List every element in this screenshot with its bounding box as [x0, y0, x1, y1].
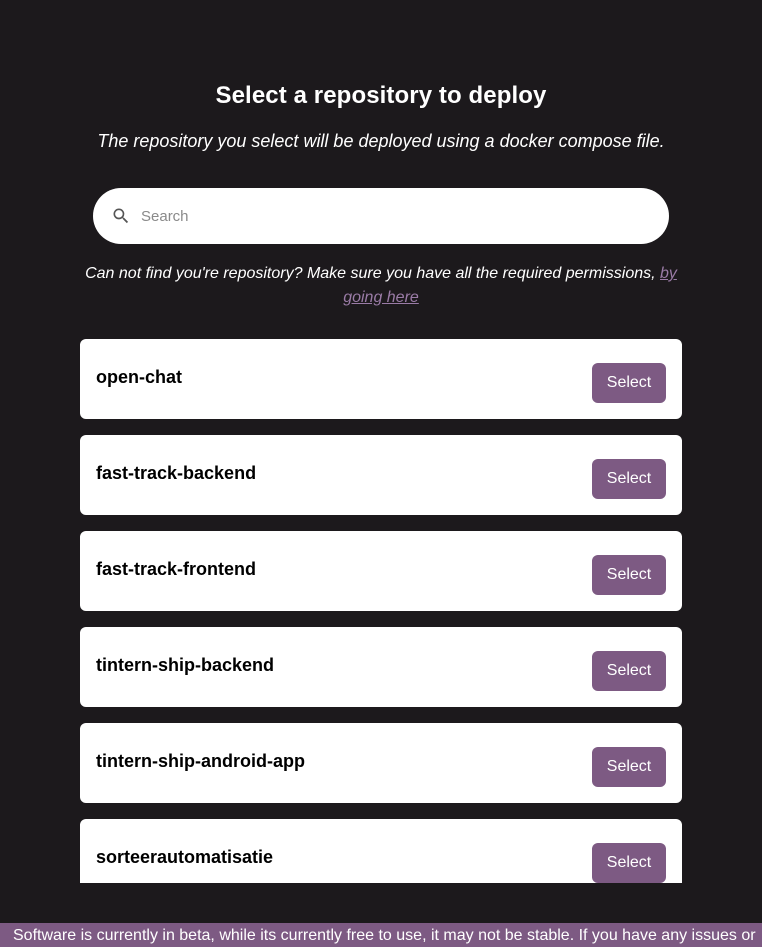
repository-card — [80, 819, 682, 883]
select-button[interactable]: Select — [592, 555, 666, 595]
repository-card — [80, 435, 682, 515]
page-title: Select a repository to deploy — [215, 82, 547, 109]
repository-list — [80, 339, 682, 883]
select-button[interactable]: Select — [592, 459, 666, 499]
search-bar[interactable] — [93, 188, 669, 244]
repository-name: tintern-ship-backend — [96, 655, 275, 675]
beta-banner: Software is currently in beta, while its currently free to use, it may not be stable. If you have any issues or — [0, 923, 762, 947]
repository-name: tintern-ship-android-app — [96, 751, 305, 771]
repository-name: open-chat — [96, 367, 183, 387]
permissions-link[interactable]: by going here — [343, 265, 677, 306]
permissions-hint — [64, 262, 698, 310]
repository-card — [80, 627, 682, 707]
repository-name: fast-track-frontend — [96, 559, 257, 579]
repository-card — [80, 723, 682, 803]
repository-name: fast-track-backend — [96, 463, 257, 483]
repository-card — [80, 531, 682, 611]
page-subtitle: The repository you select will be deployed using a docker compose file. — [97, 131, 665, 151]
permissions-hint-text: Can not find you're repository? Make sure you have all the required permissions, — [85, 265, 660, 282]
search-input[interactable] — [139, 207, 623, 226]
search-icon — [111, 206, 131, 226]
repository-name: sorteerautomatisatie — [96, 847, 274, 867]
select-button[interactable]: Select — [592, 843, 666, 883]
select-button[interactable]: Select — [592, 747, 666, 787]
select-button[interactable]: Select — [592, 363, 666, 403]
select-button[interactable]: Select — [592, 651, 666, 691]
repository-card — [80, 339, 682, 419]
